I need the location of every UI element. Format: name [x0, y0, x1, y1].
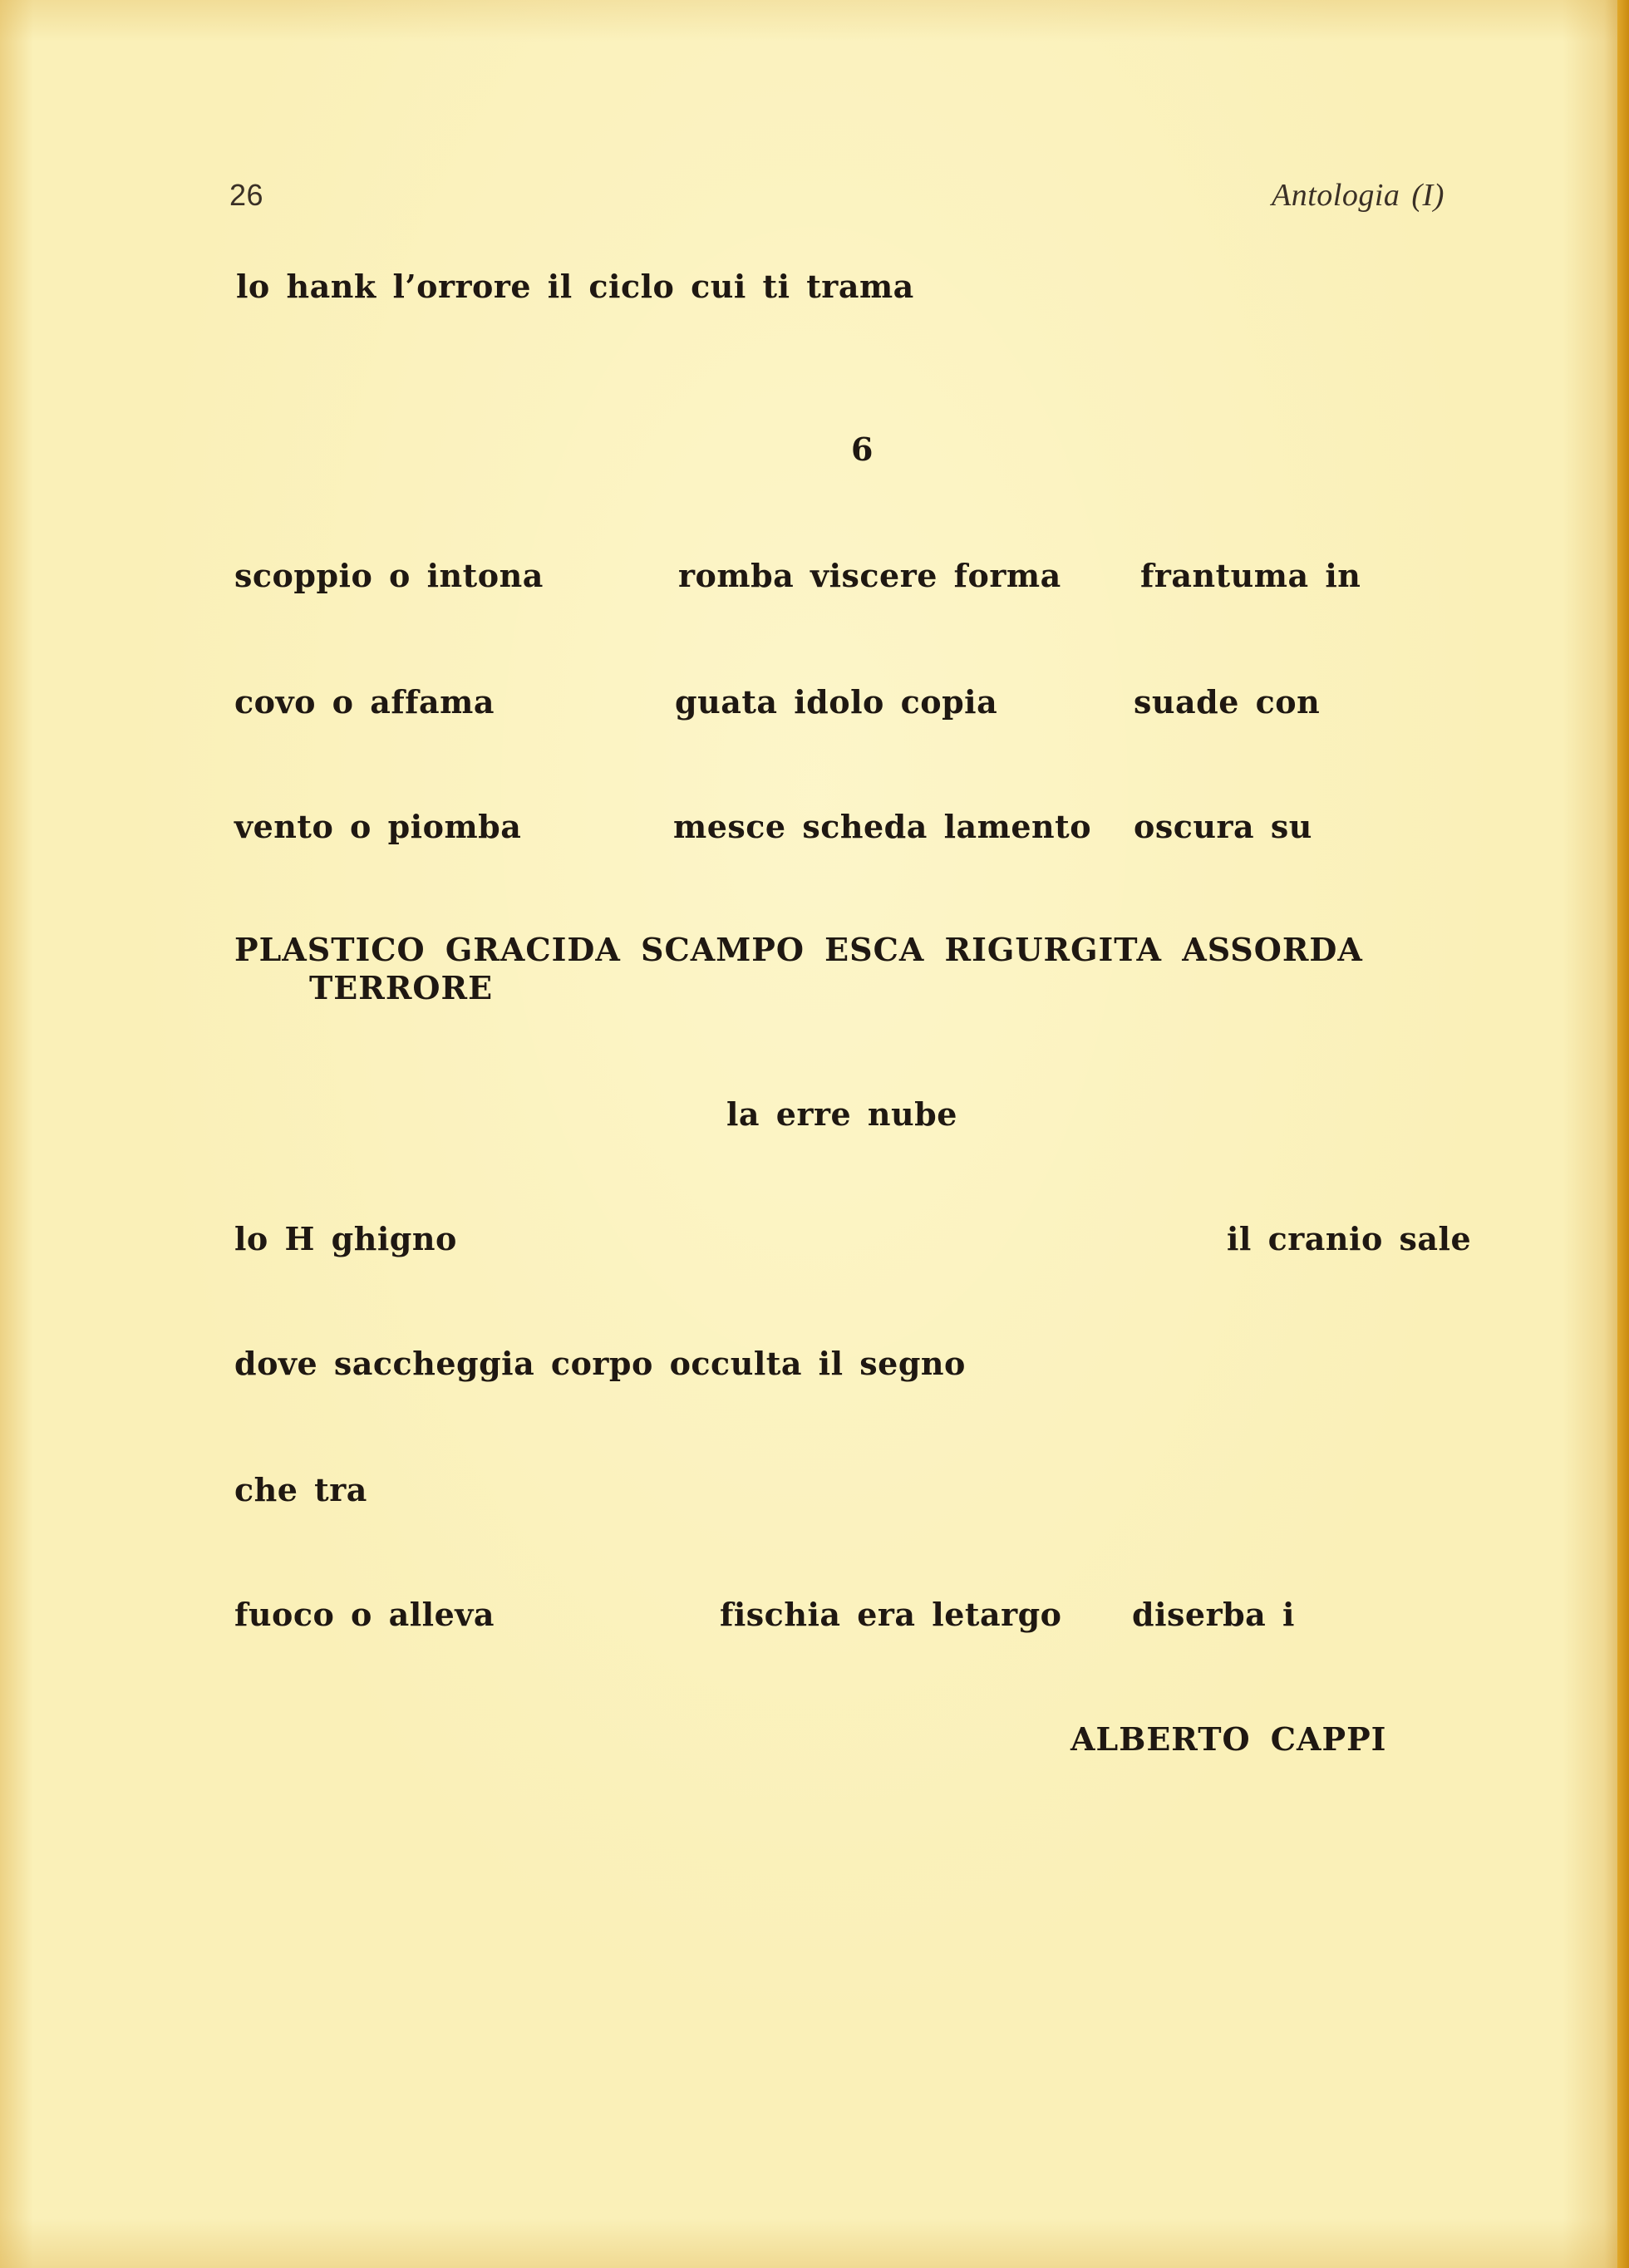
caps-line: PLASTICO GRACIDA SCAMPO ESCA RIGURGITA ASSORDA: [234, 931, 1363, 968]
row3-col3: oscura su: [1134, 808, 1312, 845]
split-line-right: il cranio sale: [1227, 1220, 1472, 1257]
section-number: 6: [851, 430, 874, 468]
row2-col2: guata idolo copia: [675, 683, 998, 721]
poem-line-che: che tra: [234, 1471, 367, 1508]
row2-col3: suade con: [1134, 683, 1321, 721]
row1-col3: frantuma in: [1140, 557, 1361, 594]
split-line-left: lo H ghigno: [234, 1220, 457, 1257]
poem-line-dove: dove saccheggia corpo occulta il segno: [234, 1345, 966, 1382]
row3-col2: mesce scheda lamento: [673, 808, 1092, 845]
last-row-col1: fuoco o alleva: [234, 1596, 495, 1633]
row1-col1: scoppio o intona: [234, 557, 544, 594]
caps-continuation: TERRORE: [309, 969, 494, 1006]
last-row-col2: fischia era letargo: [720, 1596, 1062, 1633]
row2-col1: covo o affama: [234, 683, 495, 721]
last-row-col3: diserba i: [1132, 1596, 1295, 1633]
row1-col2: romba viscere forma: [678, 557, 1061, 594]
poem-line-first: lo hank l’orrore il ciclo cui ti trama: [236, 268, 914, 305]
running-title: Antologia (I): [1272, 178, 1444, 213]
author-signature: ALBERTO CAPPI: [1070, 1720, 1387, 1758]
page-number: 26: [229, 178, 264, 212]
center-line: la erre nube: [726, 1095, 957, 1133]
page-edge: [1617, 0, 1629, 2268]
row3-col1: vento o piomba: [234, 808, 522, 845]
